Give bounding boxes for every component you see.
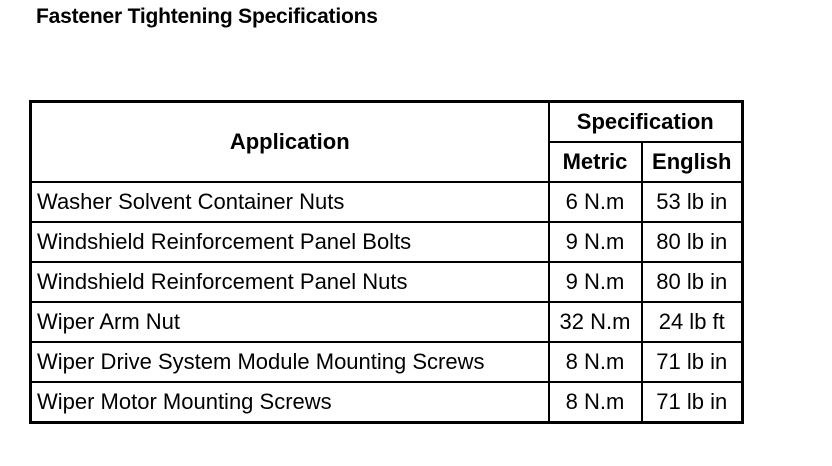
english-cell: 71 lb in (642, 382, 743, 423)
english-cell: 24 lb ft (642, 302, 743, 342)
table-row (31, 302, 743, 342)
header-application: Application (31, 102, 549, 183)
metric-cell: 6 N.m (549, 182, 642, 222)
metric-cell: 9 N.m (549, 262, 642, 302)
metric-cell: 8 N.m (549, 342, 642, 382)
english-cell: 80 lb in (642, 262, 743, 302)
metric-cell: 9 N.m (549, 222, 642, 262)
english-cell: 71 lb in (642, 342, 743, 382)
application-cell: Windshield Reinforcement Panel Bolts (31, 222, 549, 262)
header-metric: Metric (549, 142, 642, 182)
table-row (31, 262, 743, 302)
application-cell: Wiper Arm Nut (31, 302, 549, 342)
application-cell: Washer Solvent Container Nuts (31, 182, 549, 222)
table-row (31, 382, 743, 423)
application-cell: Wiper Drive System Module Mounting Screws (31, 342, 549, 382)
table-row (31, 222, 743, 262)
header-specification: Specification (549, 102, 743, 143)
english-cell: 53 lb in (642, 182, 743, 222)
table-row (31, 182, 743, 222)
english-cell: 80 lb in (642, 222, 743, 262)
metric-cell: 32 N.m (549, 302, 642, 342)
metric-cell: 8 N.m (549, 382, 642, 423)
application-cell: Windshield Reinforcement Panel Nuts (31, 262, 549, 302)
table-row (31, 342, 743, 382)
fastener-spec-table (29, 100, 744, 424)
application-cell: Wiper Motor Mounting Screws (31, 382, 549, 423)
page-title: Fastener Tightening Specifications (36, 5, 378, 28)
header-english: English (642, 142, 743, 182)
